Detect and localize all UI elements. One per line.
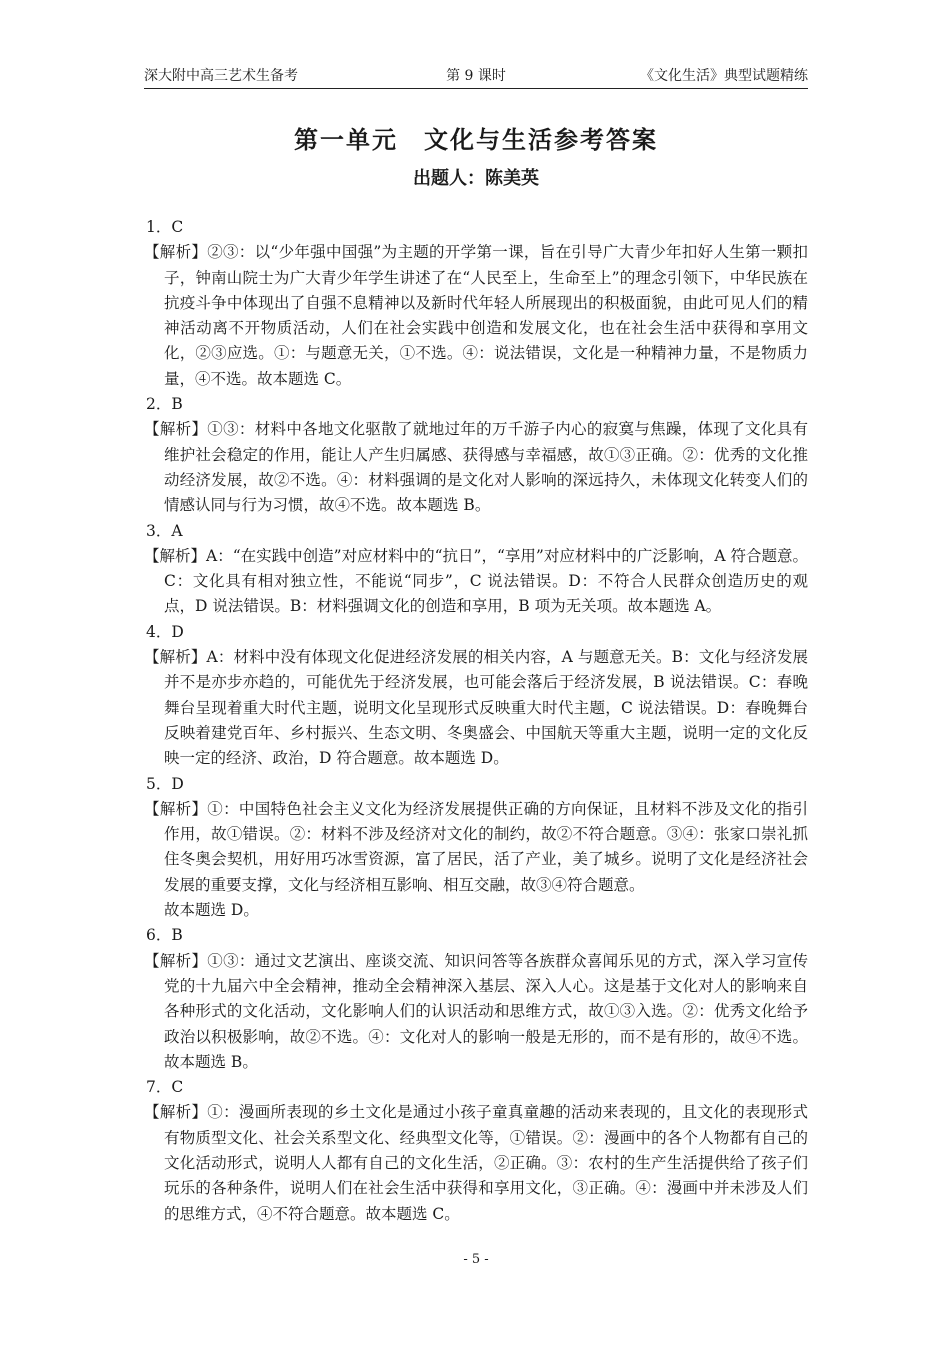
question-number: 3．A xyxy=(146,521,183,540)
answer-item xyxy=(144,1075,808,1227)
analysis-text xyxy=(144,797,808,923)
answer-item xyxy=(144,215,808,392)
question-number: 1．C xyxy=(146,218,184,236)
analysis-body: ①：中国特色社会主义文化为经济发展提供正确的方向保证，且材料不涉及文化的指引作用，故①错误。②：材料不涉及经济对文化的制约，故②不符合题意。③④：张家口崇礼抓住冬奥会契机，用好用巧冰雪资源，富了居民，活了产业，美了城乡。说明了文化是经济社会发展的重要支撑，文化与经济相互影响、相互交融，故③④符合题意。 xyxy=(164,799,808,894)
question-number: 2．B xyxy=(146,395,183,414)
page-header xyxy=(144,64,808,89)
header-subject: 《文化生活》典型试题精练 xyxy=(640,68,808,84)
question-number: 6．B xyxy=(146,926,183,945)
answer-item xyxy=(144,772,808,924)
analysis-body: ①③：通过文艺演出、座谈交流、知识问答等各族群众喜闻乐见的方式，深入学习宣传党的十九届六中全会精神，推动全会精神深入基层、深入人心。这是基于文化对人的影响来自各种形式的文化活动，文化影响人们的认识活动和思维方式，故①③入选。②：优秀文化给予政治以积极影响，故②不选。④：文化对人的影响一般是无形的，而不是有形的，故④不选。故本题选 B。 xyxy=(164,951,808,1071)
analysis-body: A：“在实践中创造”对应材料中的“抗日”，“享用”对应材料中的广泛影响，A 符合题意。C：文化具有相对独立性，不能说“同步”，C 说法错误。D：不符合人民群众创造历史的观点，D 说法错误。B：材料强调文化的创造和享用，B 项为无关项。故本题选 A。 xyxy=(164,546,808,616)
analysis-text xyxy=(144,645,808,771)
page-number: - 5 - xyxy=(463,1252,489,1267)
analysis-text xyxy=(144,417,808,518)
answer-item xyxy=(144,620,808,772)
answer-item xyxy=(144,519,808,620)
analysis-tag: 【解析】 xyxy=(144,420,208,439)
answer-item xyxy=(144,923,808,1075)
analysis-text xyxy=(144,1100,808,1226)
analysis-tag: 【解析】 xyxy=(144,799,208,818)
question-number: 4．D xyxy=(146,622,184,641)
analysis-text xyxy=(144,240,808,392)
analysis-tag: 【解析】 xyxy=(144,546,207,565)
header-school: 深大附中高三艺术生备考 xyxy=(144,68,298,84)
analysis-text xyxy=(144,949,808,1075)
analysis-conclusion: 故本题选 D。 xyxy=(164,901,259,920)
question-number: 5．D xyxy=(146,774,184,793)
page-title: 第一单元 文化与生活参考答案 xyxy=(294,125,658,154)
analysis-tag: 【解析】 xyxy=(144,648,207,667)
analysis-body: ①：漫画所表现的乡土文化是通过小孩子童真童趣的活动来表现的，且文化的表现形式有物质型文化、社会关系型文化、经典型文化等，①错误。②：漫画中的各个人物都有自己的文化活动形式，说明人人都有自己的文化生活，②正确。③：农村的生产生活提供给了孩子们玩乐的各种条件，说明人们在社会生活中获得和享用文化，③正确。④：漫画中并未涉及人们的思维方式，④不符合题意。故本题选 C。 xyxy=(164,1103,808,1223)
analysis-text xyxy=(144,544,808,620)
author-line: 出题人：陈美英 xyxy=(413,168,539,189)
analysis-body: A：材料中没有体现文化促进经济发展的相关内容，A 与题意无关。B：文化与经济发展并不是亦步亦趋的，可能优先于经济发展，也可能会落后于经济发展，B 说法错误。C：春晚舞台呈现着重大时代主题，说明文化呈现形式反映重大时代主题，C 说法错误。D：春晚舞台反映着建党百年、乡村振兴、生态文明、冬奥盛会、中国航天等重大主题，说明一定的文化反映一定的经济、政治，D 符合题意。故本题选 D。 xyxy=(164,648,808,768)
analysis-tag: 【解析】 xyxy=(144,1103,208,1122)
analysis-body: ①③：材料中各地文化驱散了就地过年的万千游子内心的寂寞与焦躁，体现了文化具有维护社会稳定的作用，能让人产生归属感、获得感与幸福感，故①③正确。②：优秀的文化推动经济发展，故②不选。④：材料强调的是文化对人影响的深远持久，未体现文化转变人们的情感认同与行为习惯，故④不选。故本题选 B。 xyxy=(164,420,808,515)
analysis-tag: 【解析】 xyxy=(144,243,208,262)
analysis-body: ②③：以“少年强中国强”为主题的开学第一课，旨在引导广大青少年扣好人生第一颗扣子，钟南山院士为广大青少年学生讲述了在“人民至上，生命至上”的理念引领下，中华民族在抗疫斗争中体现出了自强不息精神以及新时代年轻人所展现出的积极面貌，由此可见人们的精神活动离不开物质活动，人们在社会实践中创造和发展文化，也在社会生活中获得和享用文化，②③应选。①：与题意无关，①不选。④：说法错误，文化是一种精神力量，不是物质力量，④不选。故本题选 C。 xyxy=(164,243,808,388)
analysis-tag: 【解析】 xyxy=(144,951,208,970)
question-number: 7．C xyxy=(146,1078,184,1097)
header-lesson: 第 9 课时 xyxy=(446,68,506,84)
answer-list xyxy=(144,215,808,1227)
answer-item xyxy=(144,392,808,518)
